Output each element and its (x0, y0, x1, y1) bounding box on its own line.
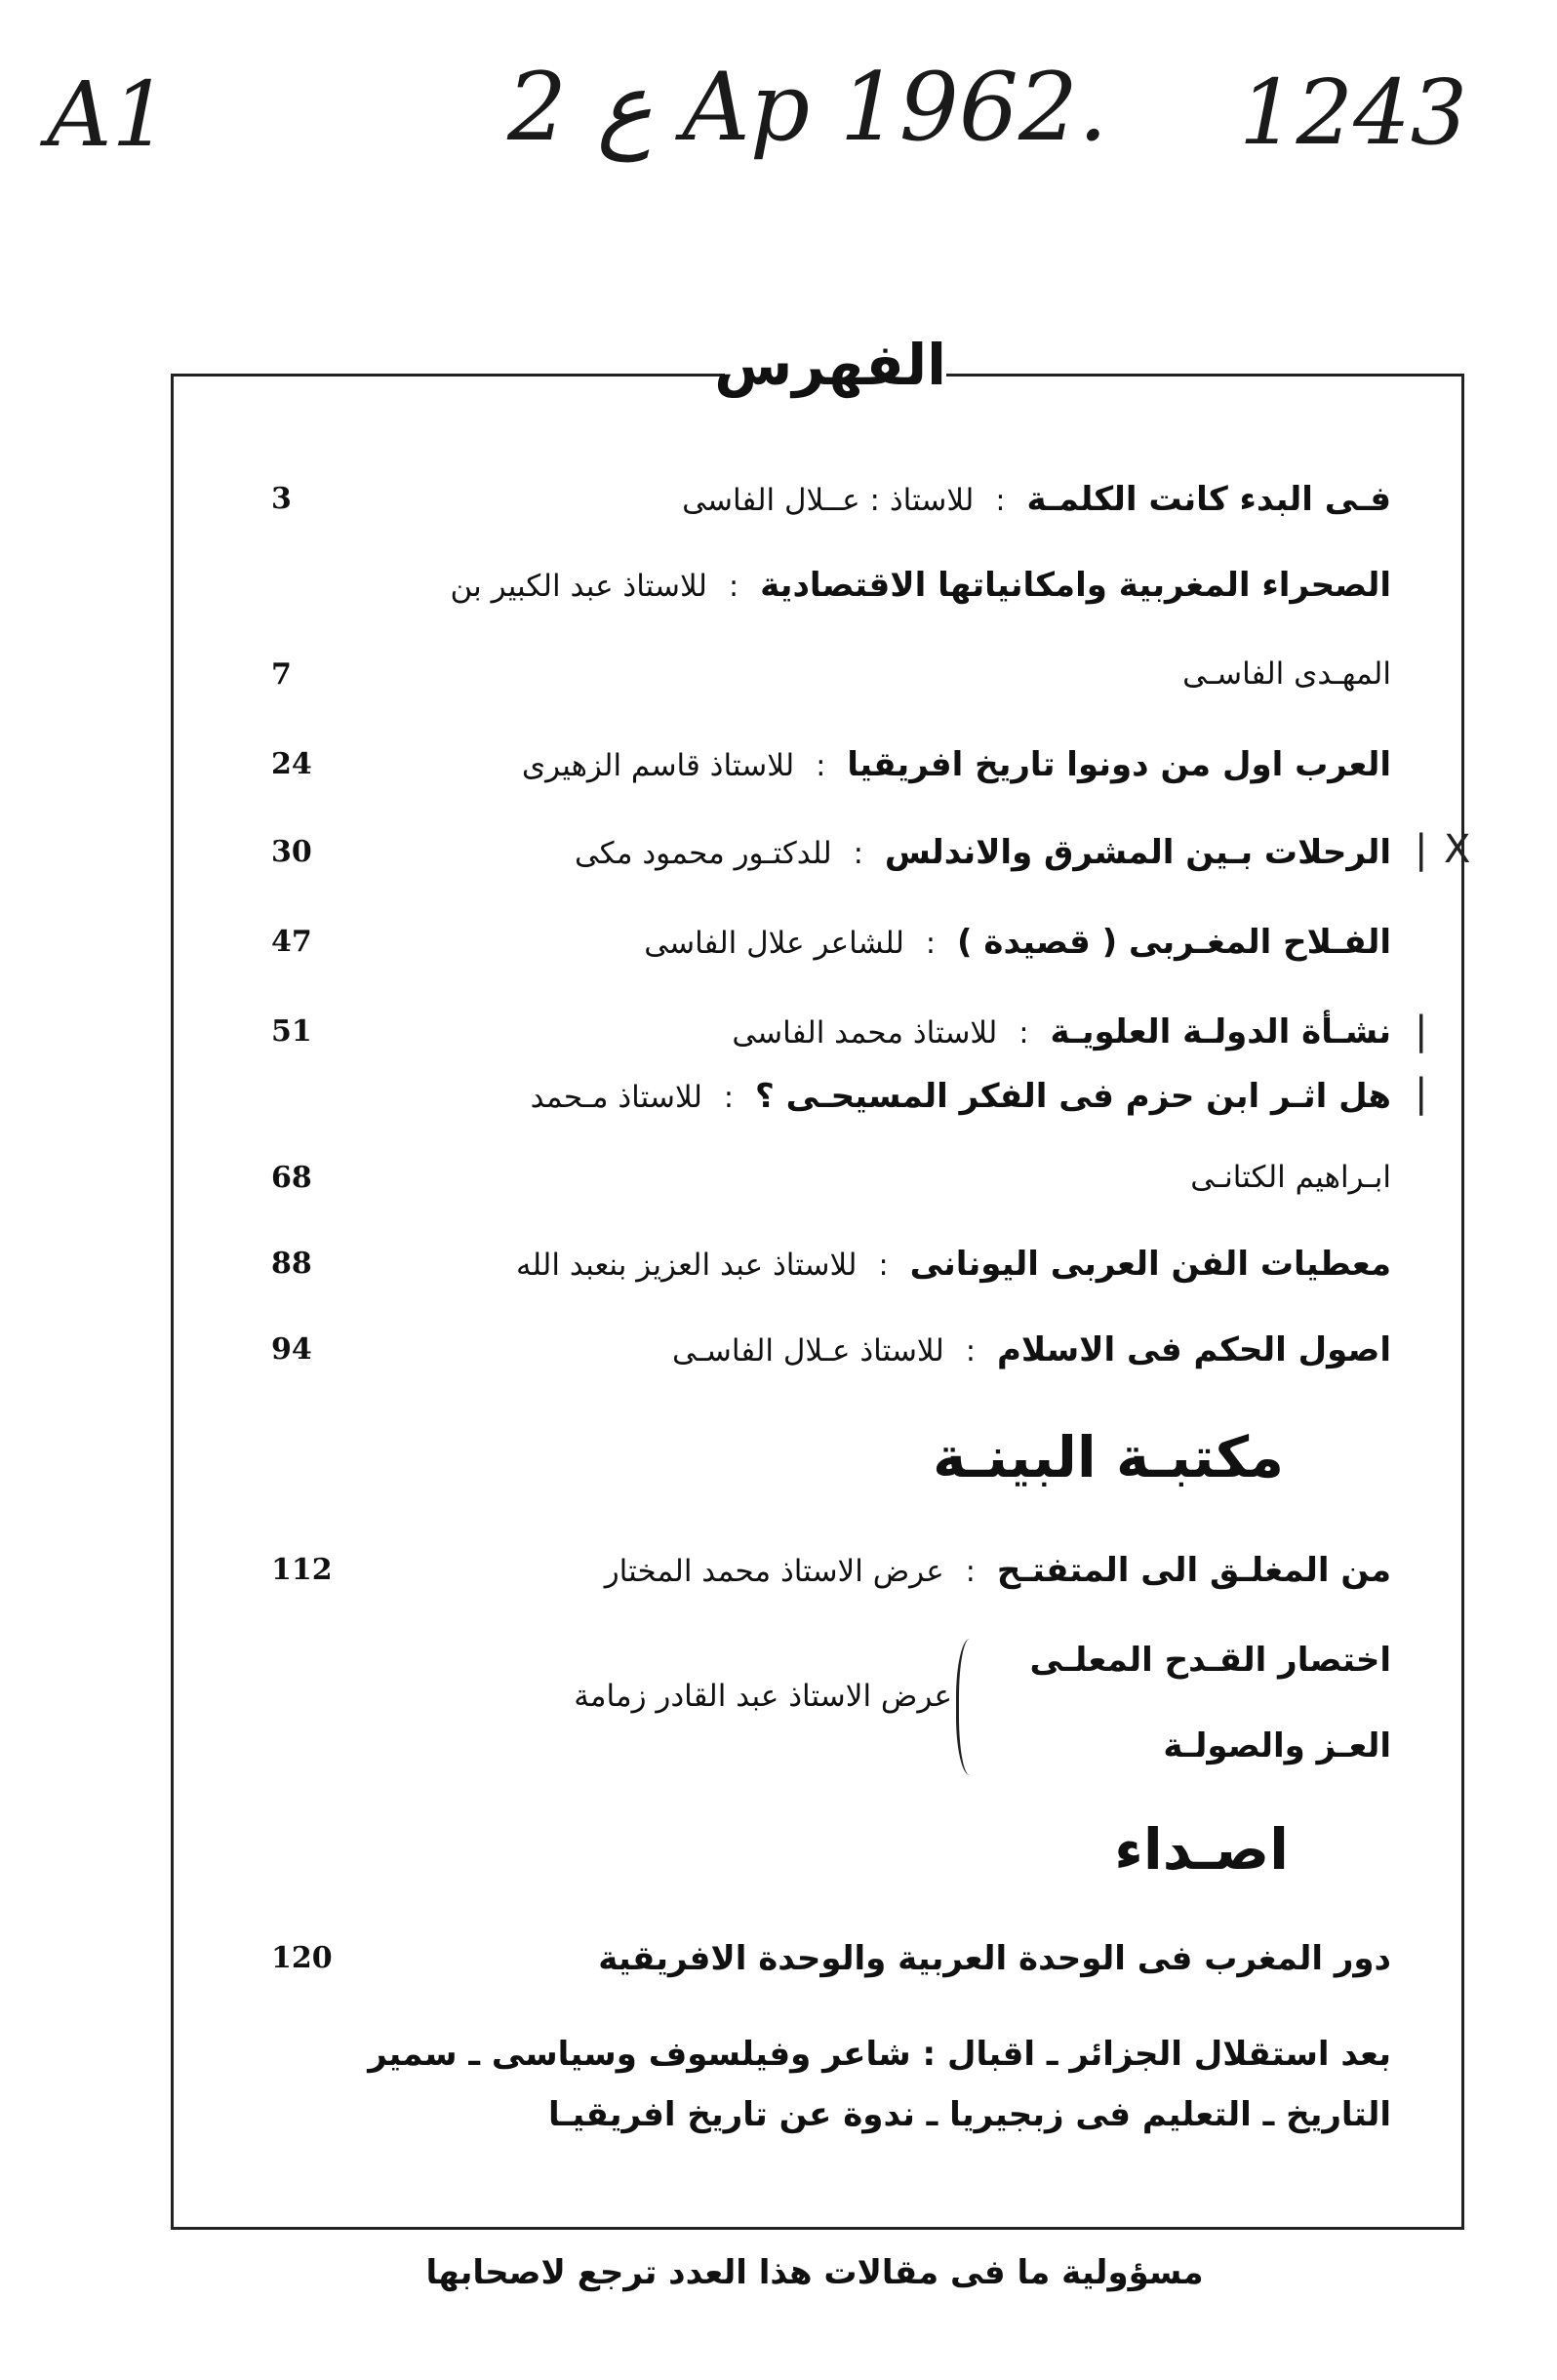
entry-page: 7 (271, 657, 292, 692)
entry-separator: : (995, 484, 1006, 518)
entry-author: للاستاذ قاسم الزهيرى (521, 748, 795, 783)
entry-separator: : (816, 749, 826, 783)
toc-entry-continuation (1190, 1157, 1391, 1198)
entry-title: اختصار القـدح المعلـى (1029, 1641, 1391, 1680)
entry-title: اصول الحكم فى الاسلام (997, 1330, 1391, 1369)
handwritten-date: 2 ع Ap 1962. (507, 53, 1108, 162)
echoes-topics-line-1: بعد استقلال الجزائر ـ اقبال : شاعر وفيلسوف وسياسى ـ سمير (368, 2035, 1391, 2074)
entry-title: من المغلـق الى المتفتـح (996, 1551, 1391, 1590)
margin-x-mark: X (1444, 827, 1471, 872)
entry-title: العرب اول من دونوا تاريخ افريقيا (847, 745, 1391, 784)
echoes-topics-line-2: التاريخ ـ التعليم فى زبجيريا ـ ندوة عن تاريخ افريقيـا (547, 2095, 1391, 2134)
toc-entry (531, 1075, 1391, 1118)
entry-separator: : (728, 570, 739, 604)
entry-separator: : (723, 1081, 735, 1115)
footer-disclaimer: مسؤولية ما فى مقالات هذا العدد ترجع لاصحابها (425, 2253, 1204, 2292)
entry-author: عرض الاستاذ عبد القادر زمامة (574, 1679, 952, 1714)
entry-title: نشـأة الدولـة العلويـة (1050, 1012, 1391, 1051)
toc-entry (682, 478, 1391, 521)
toc-entry (732, 1011, 1391, 1053)
library-entry-author (574, 1676, 952, 1717)
margin-bar-mark: | (1415, 1071, 1428, 1116)
entry-title: الرحلات بـين المشرق والاندلس (884, 833, 1391, 872)
entry-separator: : (1018, 1016, 1029, 1051)
frame-top-left-rule (171, 374, 725, 377)
entry-page: 51 (271, 1014, 312, 1049)
frame-top-right-rule (946, 374, 1461, 377)
entry-title: معطيات الفن العربى اليونانى (909, 1245, 1391, 1284)
toc-entry (516, 1243, 1391, 1286)
toc-entry (575, 831, 1391, 874)
entry-author: للاستاذ عبد الكبير بن (450, 569, 707, 604)
toc-entry (451, 564, 1391, 607)
library-entry (605, 1549, 1391, 1592)
grouping-brace (956, 1639, 975, 1775)
entry-author: للدكتـور محمود مكى (574, 836, 832, 871)
entry-page: 47 (271, 925, 312, 959)
entry-title: العـز والصولـة (1163, 1726, 1391, 1765)
entry-page: 88 (271, 1247, 312, 1281)
entry-title: هل اثـر ابن حزم فى الفكر المسيحـى ؟ (755, 1077, 1391, 1116)
toc-entry-continuation (1182, 654, 1391, 694)
echoes-entry (598, 1937, 1391, 1980)
entry-author: للاستاذ عبد العزيز بنعبد الله (516, 1248, 858, 1283)
toc-title: الفهرس (714, 332, 946, 398)
echoes-line (368, 2033, 1391, 2076)
entry-author: عرض الاستاذ محمد المختار (604, 1554, 944, 1589)
library-entry-title-b (1163, 1725, 1391, 1767)
entry-page: 24 (271, 747, 312, 781)
entry-author-continued: ابـراهيم الكتانـى (1190, 1160, 1391, 1195)
echoes-line (548, 2093, 1391, 2136)
entry-title: دور المغرب فى الوحدة العربية والوحدة الافريقية (598, 1939, 1391, 1978)
entry-title: الفـلاح المغـربى ( قصيدة ) (957, 923, 1391, 962)
entry-separator: : (965, 1555, 976, 1589)
entry-page: 94 (271, 1332, 312, 1367)
entry-separator: : (878, 1249, 889, 1283)
entry-author: للشاعر علال الفاسى (644, 926, 904, 961)
entry-author: للاستاذ مـحمد (530, 1080, 702, 1115)
margin-bar-mark: | (1415, 827, 1428, 872)
entry-separator: : (853, 837, 863, 871)
entry-page: 120 (271, 1941, 333, 1975)
entry-author: للاستاذ : عــلال الفاسى (682, 483, 975, 518)
library-heading: مكتبـة البينـة (933, 1424, 1284, 1490)
toc-entry (522, 743, 1391, 786)
entry-page: 3 (271, 482, 292, 516)
entry-author-continued: المهـدى الفاسـى (1182, 656, 1391, 692)
entry-page: 30 (271, 835, 312, 869)
entry-separator: : (925, 927, 937, 961)
entry-author: للاستاذ محمد الفاسى (732, 1015, 998, 1051)
margin-bar-mark: | (1415, 1009, 1428, 1053)
handwritten-mark-left: A1 (47, 62, 169, 167)
echoes-heading: اصـداء (1114, 1816, 1289, 1883)
entry-title: فـى البدء كانت الكلمـة (1026, 480, 1391, 519)
entry-page: 112 (271, 1553, 333, 1587)
toc-entry (644, 921, 1391, 964)
entry-separator: : (965, 1334, 976, 1368)
entry-author: للاستاذ عـلال الفاسـى (671, 1333, 944, 1368)
toc-entry (672, 1329, 1391, 1371)
handwritten-number: 1243 (1239, 60, 1468, 165)
library-entry-title-a (1029, 1639, 1391, 1682)
entry-page: 68 (271, 1161, 312, 1195)
entry-title: الصحراء المغربية وامكانياتها الاقتصادية (760, 566, 1391, 605)
